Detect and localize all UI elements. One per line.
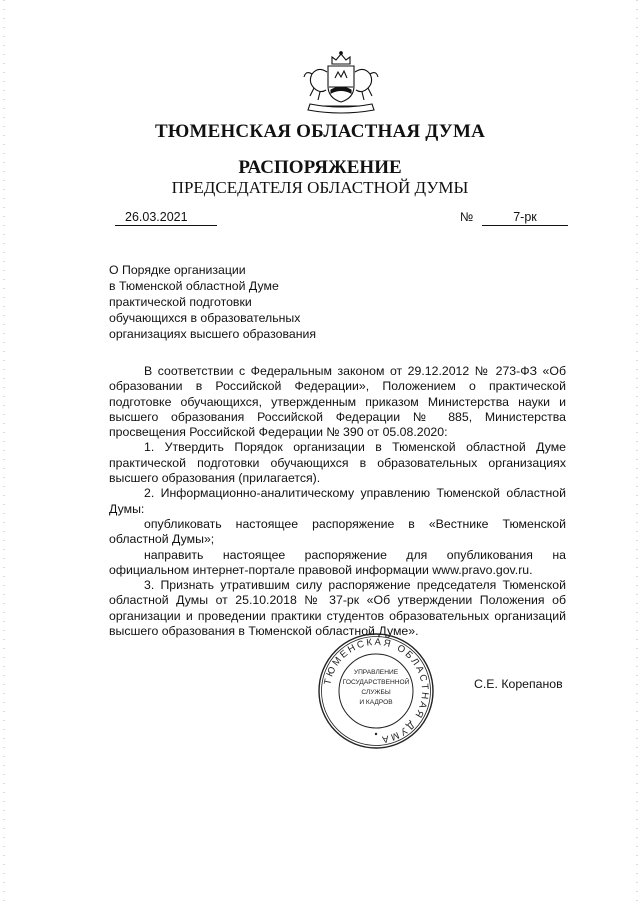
organization-title: ТЮМЕНСКАЯ ОБЛАСТНАЯ ДУМА bbox=[154, 121, 485, 142]
subject-line: организациях высшего образования bbox=[109, 327, 317, 341]
subject-line: обучающихся в образовательных bbox=[109, 311, 301, 325]
subject-line: практической подготовки bbox=[109, 295, 252, 309]
document-number: 7-рк bbox=[482, 209, 568, 226]
body-paragraph: 2. Информационно-аналитическому управлению Тюменской областной Думы: bbox=[109, 486, 566, 516]
stamp-line: И КАДРОВ bbox=[359, 699, 393, 706]
document-subject bbox=[109, 262, 316, 342]
document-subtype: ПРЕДСЕДАТЕЛЯ ОБЛАСТНОЙ ДУМЫ bbox=[171, 178, 469, 197]
body-paragraph: 3. Признать утратившим силу распоряжение председателя Тюменской областной Думы от 25.10.2018 № 37-рк «Об утверждении Положения об организации и проведении практики студентов образовательных организаций высшего образования в Тюменской областной Думе». bbox=[109, 578, 566, 639]
subject-line: в Тюменской областной Думе bbox=[109, 279, 279, 293]
official-stamp bbox=[316, 631, 436, 751]
number-sign: № bbox=[460, 210, 474, 224]
signer-name: С.Е. Корепанов bbox=[474, 677, 563, 691]
body-paragraph: направить настоящее распоряжение для опубликования на официальном интернет-портале правовой информации www.pravo.gov.ru. bbox=[109, 547, 566, 577]
body-paragraph: опубликовать настоящее распоряжение в «Вестнике Тюменской областной Думы»; bbox=[109, 516, 566, 547]
document-body bbox=[109, 364, 566, 639]
document-date: 26.03.2021 bbox=[115, 209, 217, 226]
coat-of-arms-icon bbox=[298, 50, 384, 116]
subject-line: О Порядке организации bbox=[109, 263, 246, 277]
stamp-line: ГОСУДАРСТВЕННОЙ bbox=[342, 679, 410, 686]
stamp-ring-text: ТЮМЕНСКАЯ ОБЛАСТНАЯ ДУМА bbox=[322, 636, 431, 745]
stamp-line: УПРАВЛЕНИЕ bbox=[353, 669, 399, 676]
body-paragraph: 1. Утвердить Порядок организации в Тюменской областной Думе практической подготовки обучающихся в образовательных организациях высшего образования (прилагается). bbox=[109, 440, 566, 486]
body-paragraph: В соответствии с Федеральным законом от 29.12.2012 № 273-ФЗ «Об образовании в Российской Федерации», Положением о практической подготовке обучающихся, утвержденным приказом Министерства науки и высшего образования Российской Федерации № 885, Министерства просвещения Российской Федерации № 390 от 05.08.2020: bbox=[109, 364, 566, 440]
stamp-line: СЛУЖБЫ bbox=[361, 689, 391, 696]
document-type: РАСПОРЯЖЕНИЕ bbox=[238, 157, 402, 178]
